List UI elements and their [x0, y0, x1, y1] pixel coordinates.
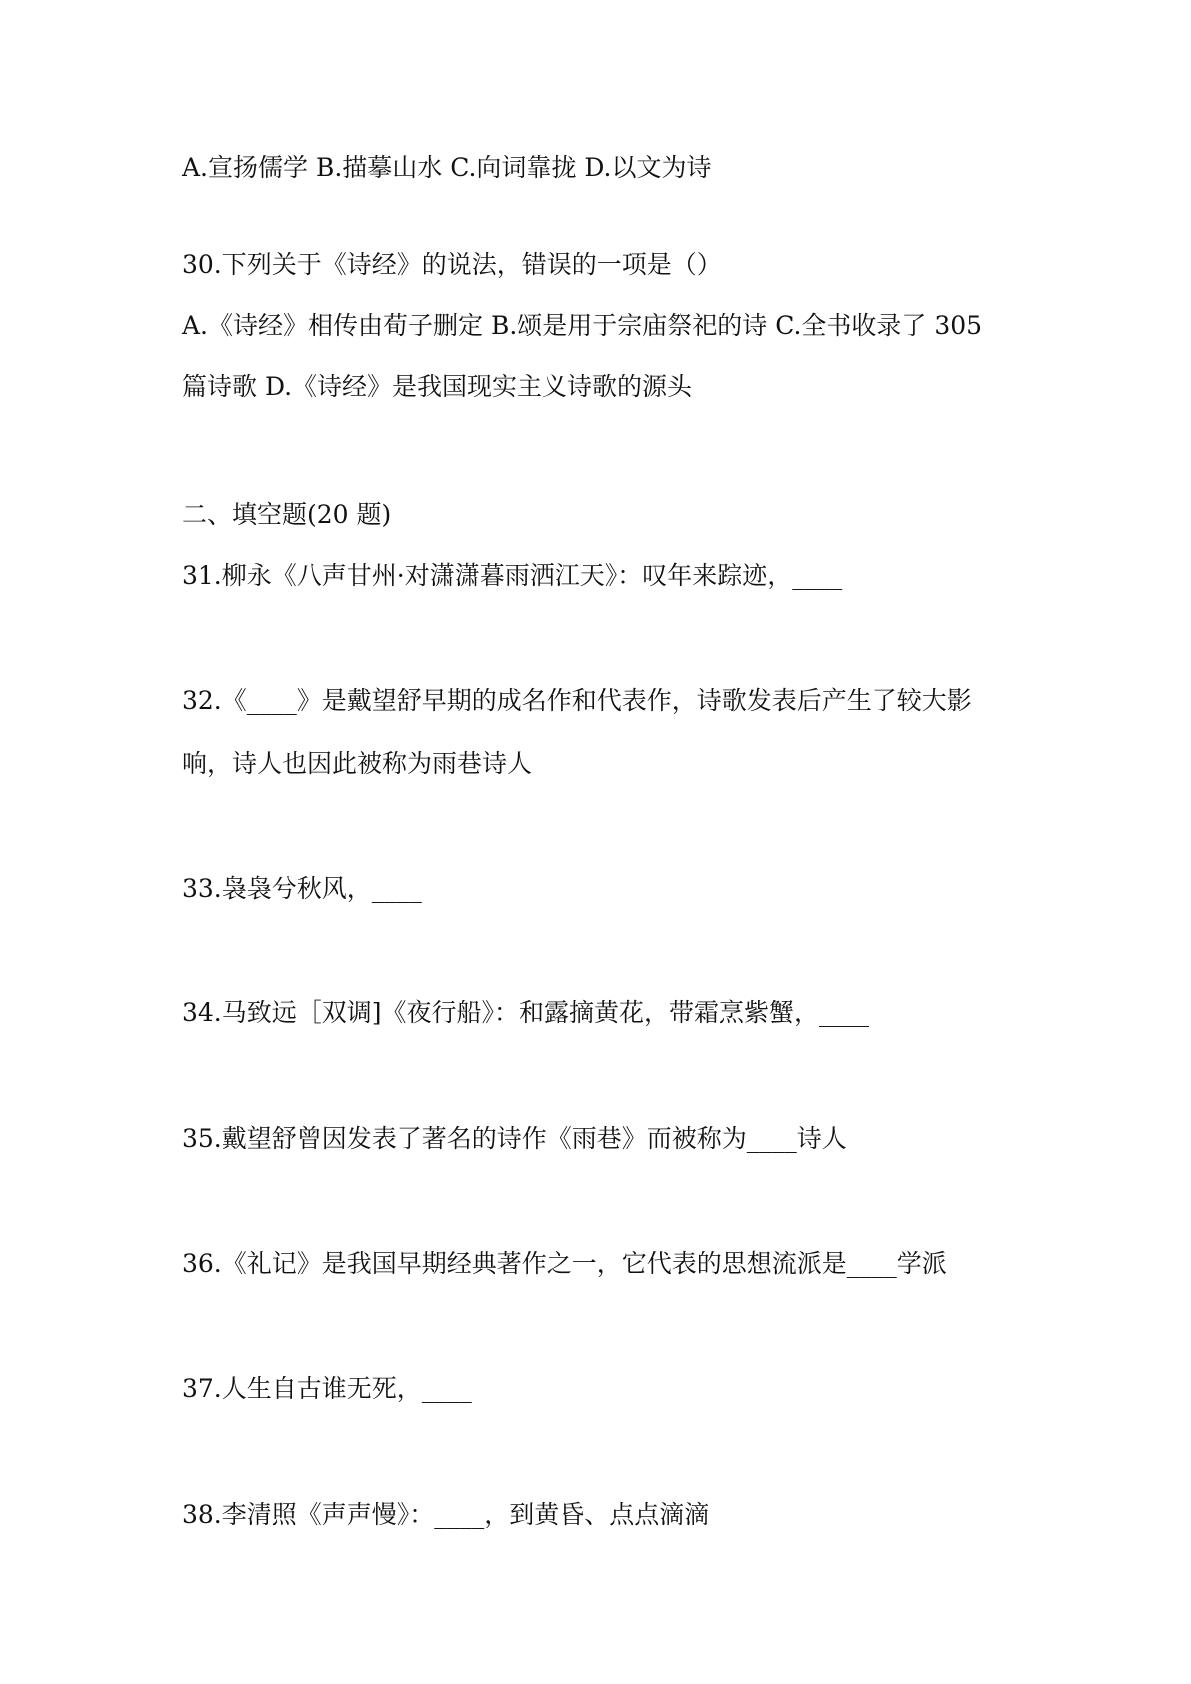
q31: 31.柳永《八声甘州·对潇潇暮雨洒江天》：叹年来踪迹，____ — [182, 561, 843, 590]
section-title: 二、填空题(20 题) — [182, 500, 392, 529]
q30-options-line2: 篇诗歌 D.《诗经》是我国现实主义诗歌的源头 — [182, 372, 693, 401]
q30-options-line1: A.《诗经》相传由荀子删定 B.颂是用于宗庙祭祀的诗 C.全书收录了 305 — [182, 311, 983, 340]
q34: 34.马致远［双调]《夜行船》：和露摘黄花，带霜烹紫蟹，____ — [182, 998, 870, 1027]
q32-line2: 响，诗人也因此被称为雨巷诗人 — [182, 749, 533, 778]
q30-question: 30.下列关于《诗经》的说法，错误的一项是（） — [182, 250, 722, 279]
q35: 35.戴望舒曾因发表了著名的诗作《雨巷》而被称为____诗人 — [182, 1124, 847, 1153]
q29-options: A.宣扬儒学 B.描摹山水 C.向词靠拢 D.以文为诗 — [182, 153, 712, 182]
q37: 37.人生自古谁无死，____ — [182, 1374, 472, 1403]
q36: 36.《礼记》是我国早期经典著作之一，它代表的思想流派是____学派 — [182, 1249, 947, 1278]
q38: 38.李清照《声声慢》：____，到黄昏、点点滴滴 — [182, 1500, 710, 1529]
q33: 33.袅袅兮秋风，____ — [182, 874, 422, 903]
q32-line1: 32.《____》是戴望舒早期的成名作和代表作，诗歌发表后产生了较大影 — [182, 686, 972, 715]
